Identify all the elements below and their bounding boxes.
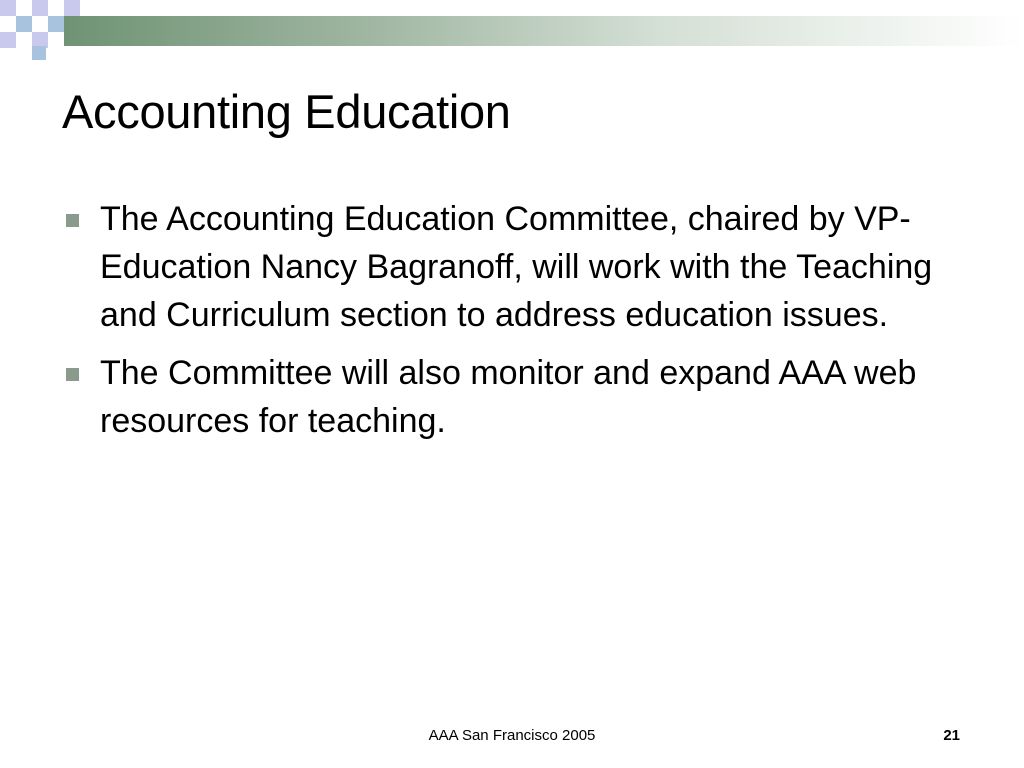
square-bullet-icon	[66, 368, 79, 381]
bullet-text: The Accounting Education Committee, chaired by VP-Education Nancy Bagranoff, will work with the Teaching and Curriculum section to address education issues.	[100, 200, 933, 334]
header-gradient-bar	[64, 16, 1024, 46]
header-square	[32, 0, 48, 16]
bullet-list	[62, 195, 982, 455]
bullet-item	[62, 195, 982, 339]
square-bullet-icon	[66, 214, 79, 227]
header-square	[64, 0, 80, 16]
header-square	[0, 32, 16, 48]
footer-text: AAA San Francisco 2005	[428, 727, 596, 744]
header-square	[48, 16, 64, 32]
header-square	[0, 0, 16, 16]
bullet-text: The Committee will also monitor and expand AAA web resources for teaching.	[100, 354, 917, 440]
header-decoration	[0, 0, 1024, 64]
bullet-item	[62, 349, 982, 445]
slide-title: Accounting Education	[62, 85, 511, 138]
page-number: 21	[943, 727, 960, 744]
header-square	[32, 46, 46, 60]
header-square	[16, 16, 32, 32]
